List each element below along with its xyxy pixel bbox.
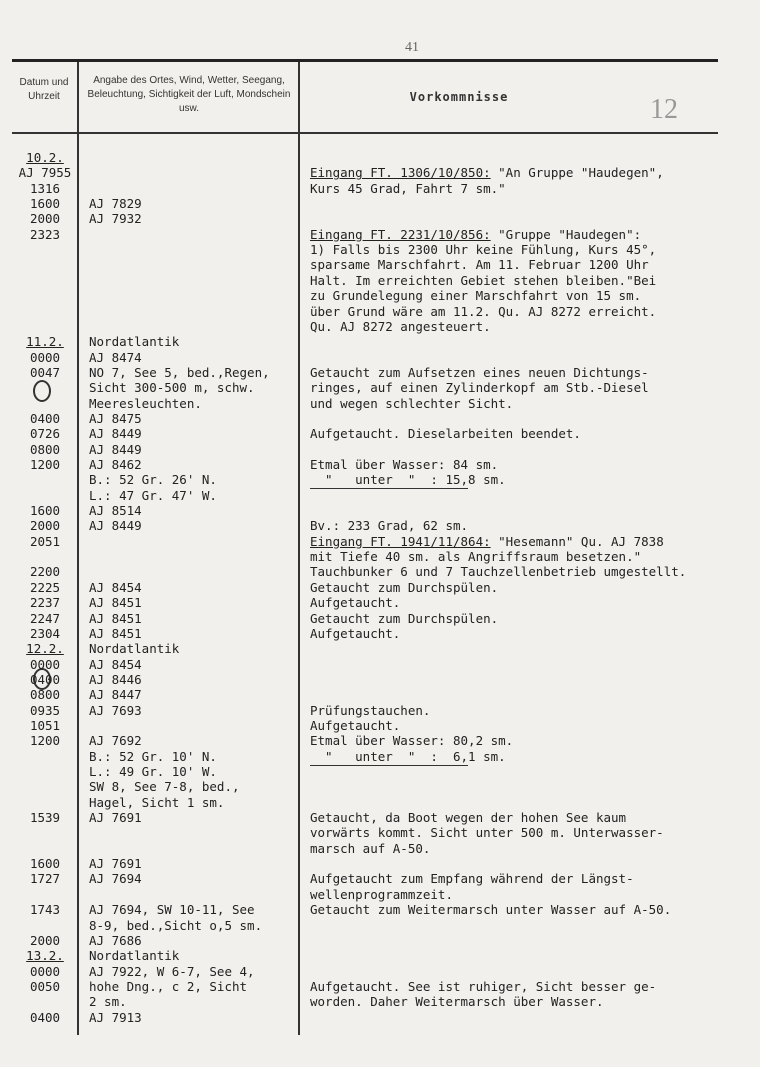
entry-event: mit Tiefe 40 sm. als Angriffsraum besetzen." (310, 549, 642, 565)
etmal-underline (310, 765, 468, 766)
entry-time: 0400 (29, 410, 61, 426)
entry-location-weather: AJ 8451 (89, 610, 142, 626)
entry-time: 0726 (29, 426, 61, 442)
entry-location-weather: B.: 52 Gr. 26' N. (89, 472, 217, 488)
entry-location-weather: AJ 8475 (89, 410, 142, 426)
entry-time: 1539 (29, 810, 61, 826)
entry-location-weather: L.: 47 Gr. 47' W. (89, 487, 217, 503)
entry-event: Getaucht zum Durchspülen. (310, 610, 499, 626)
entry-event: Etmal über Wasser: 84 sm. (310, 457, 499, 472)
entry-event: 1) Falls bis 2300 Uhr keine Fühlung, Kurs 45°, (310, 242, 657, 258)
entry-event: " unter " : 6,1 sm. (310, 748, 506, 764)
entry-location-weather: AJ 7693 (89, 702, 142, 718)
entry-time: 2323 (29, 226, 61, 242)
entry-location-weather: 8-9, bed.,Sicht o,5 sm. (89, 917, 263, 933)
entry-location-weather: AJ 7922, W 6-7, See 4, (89, 963, 255, 979)
entry-time: 2000 (29, 518, 61, 534)
entry-event: Aufgetaucht. (310, 625, 401, 641)
entry-time: 2225 (29, 579, 61, 595)
radio-message-ref: Eingang FT. 2231/10/856: (310, 226, 491, 242)
entry-time: 1051 (29, 717, 61, 733)
entry-event: Aufgetaucht. See ist ruhiger, Sicht besser ge- (310, 978, 657, 994)
entry-location-weather: AJ 8474 (89, 349, 142, 365)
entry-time: 2000 (29, 932, 61, 948)
entry-time: 1727 (29, 871, 61, 887)
entry-time: 1200 (29, 457, 61, 472)
entry-event: Getaucht zum Aufsetzen eines neuen Dichtungs- (310, 364, 649, 380)
entry-location-weather: AJ 8514 (89, 503, 142, 519)
entry-location-weather: AJ 7694 (89, 871, 142, 887)
entry-location-weather: AJ 7691 (89, 856, 142, 872)
entry-event: Aufgetaucht zum Empfang während der Längst- (310, 871, 634, 887)
entry-time: 0800 (29, 441, 61, 457)
entry-location-weather: hohe Dng., c 2, Sicht (89, 978, 248, 994)
entry-event: Kurs 45 Grad, Fahrt 7 sm." (310, 180, 506, 196)
entry-time: 2051 (29, 533, 61, 549)
entry-time: 0047 (29, 364, 61, 380)
entry-event: und wegen schlechter Sicht. (310, 395, 514, 411)
entry-time: 0050 (29, 978, 61, 994)
entry-location-weather: AJ 8449 (89, 441, 142, 457)
page-number: 41 (405, 40, 419, 55)
entry-location-weather: AJ 8447 (89, 687, 142, 703)
entry-event: wellenprogrammzeit. (310, 886, 453, 902)
entry-location-weather: L.: 49 Gr. 10' W. (89, 764, 217, 779)
entry-time: 1600 (29, 196, 61, 212)
entry-time: 0000 (29, 349, 61, 365)
entry-time: 0800 (29, 687, 61, 703)
radio-message-ref: Eingang FT. 1941/11/864: (310, 533, 491, 549)
entry-event: Etmal über Wasser: 80,2 sm. (310, 733, 514, 749)
entry-event: Aufgetaucht. Dieselarbeiten beendet. (310, 426, 581, 442)
entry-time: 1200 (29, 733, 61, 749)
entry-location-weather: AJ 8451 (89, 625, 142, 641)
header-rule (12, 132, 718, 134)
entry-event: Eingang FT. 1306/10/850: "An Gruppe "Haudegen", (310, 165, 664, 181)
entry-date: 12.2. (26, 641, 64, 657)
entry-time: 1600 (29, 856, 61, 872)
entry-location-weather: Sicht 300-500 m, schw. (89, 380, 255, 396)
entry-event: zu Grundelegung einer Marschfahrt von 15 sm. (310, 288, 642, 304)
entry-location-weather: AJ 7691 (89, 810, 142, 826)
entry-location-weather: AJ 7692 (89, 733, 142, 749)
entry-time: 0400 (29, 671, 61, 687)
entry-location-weather: AJ 7913 (89, 1009, 142, 1025)
entry-location-weather: B.: 52 Gr. 10' N. (89, 748, 217, 764)
entry-time: 0935 (29, 702, 61, 718)
entry-location-weather: AJ 8449 (89, 518, 142, 534)
radio-message-ref: Eingang FT. 1306/10/850: (310, 165, 491, 181)
entry-location-weather: AJ 8449 (89, 426, 142, 442)
entry-event: Getaucht, da Boot wegen der hohen See kaum (310, 810, 627, 826)
entry-event: Aufgetaucht. (310, 595, 401, 611)
entry-event: marsch auf A-50. (310, 840, 431, 856)
entry-location-weather: Nordatlantik (89, 641, 180, 657)
entry-date: 10.2. (26, 150, 64, 165)
entry-time: AJ 7955 (18, 165, 72, 181)
moon-symbol (33, 380, 51, 402)
entry-event: Aufgetaucht. (310, 717, 401, 733)
header-events: Vorkommnisse (409, 90, 509, 104)
entry-event: Eingang FT. 2231/10/856: "Gruppe "Haudegen": (310, 226, 642, 242)
entry-location-weather: AJ 7694, SW 10-11, See (89, 902, 255, 918)
entry-event: Bv.: 233 Grad, 62 sm. (310, 518, 469, 534)
header-date-time: Datum und Uhrzeit (19, 77, 69, 102)
entry-location-weather: SW 8, See 7-8, bed., (89, 779, 240, 795)
entry-event: Prüfungstauchen. (310, 702, 431, 718)
entry-event: worden. Daher Weitermarsch über Wasser. (310, 994, 604, 1010)
entry-time: 0400 (29, 1009, 61, 1025)
entry-location-weather: AJ 7932 (89, 211, 142, 227)
entry-event: Eingang FT. 1941/11/864: "Hesemann" Qu. AJ 7838 (310, 533, 664, 549)
entry-event: Halt. Im erreichten Gebiet stehen bleiben."Bei (310, 272, 657, 288)
entry-location-weather: 2 sm. (89, 994, 127, 1010)
entry-location-weather: AJ 8454 (89, 656, 142, 672)
entry-event: Tauchbunker 6 und 7 Tauchzellenbetrieb umgestellt. (310, 564, 687, 580)
column-divider-2 (298, 62, 300, 1035)
entry-location-weather: Hagel, Sicht 1 sm. (89, 794, 225, 810)
entry-time: 0000 (29, 656, 61, 672)
entry-time: 2237 (29, 595, 61, 611)
entry-event: Getaucht zum Weitermarsch unter Wasser auf A-50. (310, 902, 672, 918)
entry-time: 2200 (29, 564, 61, 580)
entry-event: Getaucht zum Durchspülen. (310, 579, 499, 595)
entry-time: 1743 (29, 902, 61, 918)
entry-location-weather: AJ 8462 (89, 457, 142, 472)
entry-location-weather: NO 7, See 5, bed.,Regen, (89, 364, 270, 380)
header-location-weather: Angabe des Ortes, Wind, Wetter, Seegang, Beleuchtung, Sichtigkeit der Luft, Mondschein usw. (87, 75, 291, 114)
entry-time: 1600 (29, 503, 61, 519)
entry-time: 2247 (29, 610, 61, 626)
entry-location-weather: AJ 8454 (89, 579, 142, 595)
entry-date: 13.2. (26, 948, 64, 964)
entry-time: 0000 (29, 963, 61, 979)
entry-location-weather: AJ 8451 (89, 595, 142, 611)
etmal-underline (310, 488, 468, 489)
entry-location-weather: Nordatlantik (89, 948, 180, 964)
entry-time: 1316 (29, 180, 61, 196)
entry-location-weather: AJ 7686 (89, 932, 142, 948)
entry-location-weather: Nordatlantik (89, 334, 180, 350)
entry-event: " unter " : 15,8 sm. (310, 472, 506, 488)
entry-event: vorwärts kommt. Sicht unter 500 m. Unterwasser- (310, 825, 664, 841)
page-stamp: 12 (650, 94, 678, 125)
entry-location-weather: AJ 8446 (89, 671, 142, 687)
entry-time: 2000 (29, 211, 61, 227)
entry-event: sparsame Marschfahrt. Am 11. Februar 1200 Uhr (310, 257, 649, 273)
entry-location-weather: AJ 7829 (89, 196, 142, 212)
top-rule (12, 59, 718, 62)
entry-date: 11.2. (26, 334, 64, 350)
entry-time: 2304 (29, 625, 61, 641)
entry-event: ringes, auf einen Zylinderkopf am Stb.-Diesel (310, 380, 649, 396)
entry-event: über Grund wäre am 11.2. Qu. AJ 8272 erreicht. (310, 303, 657, 319)
entry-location-weather: Meeresleuchten. (89, 395, 202, 411)
column-divider-1 (77, 62, 79, 1035)
entry-event: Qu. AJ 8272 angesteuert. (310, 318, 491, 334)
